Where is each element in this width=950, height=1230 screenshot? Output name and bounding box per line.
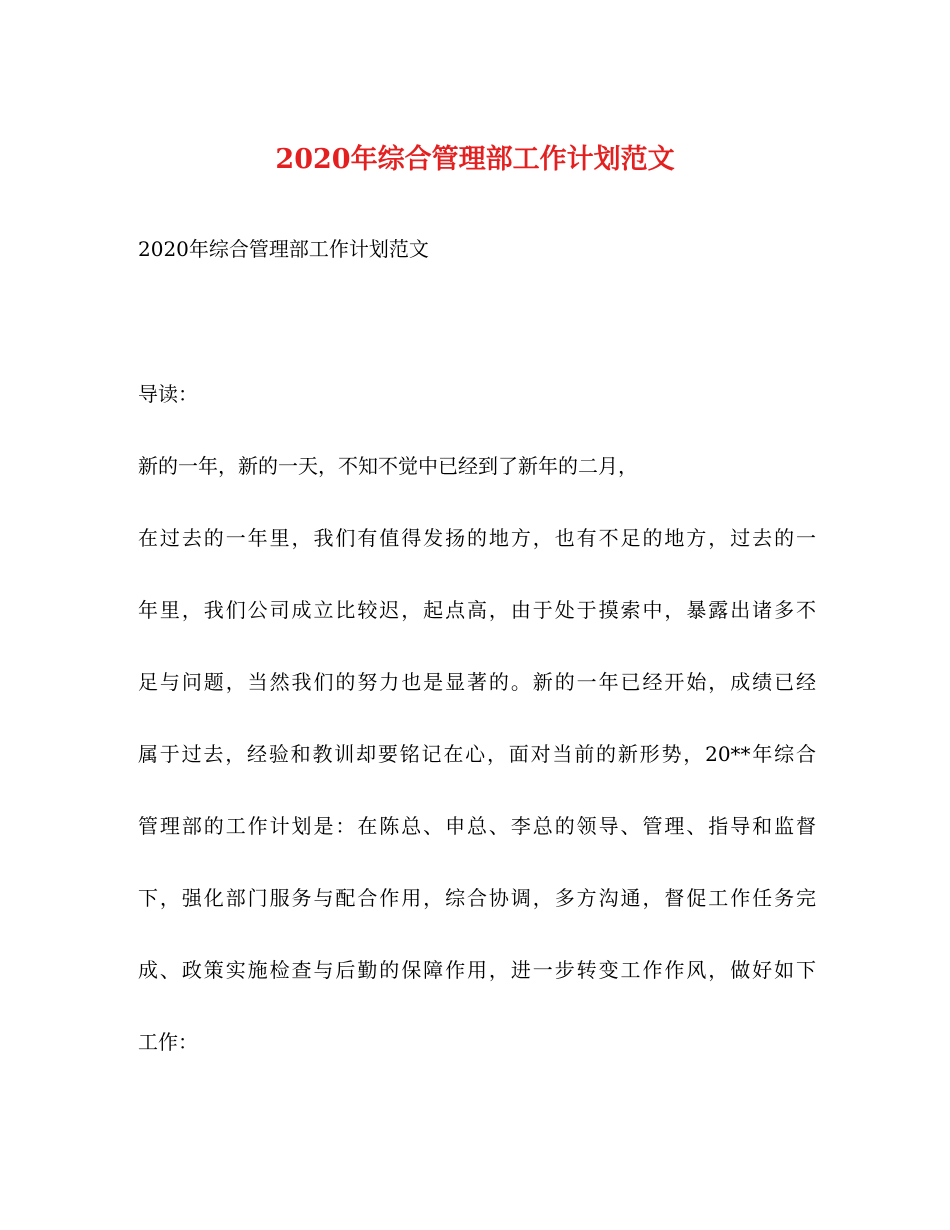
paragraph-line: 工作： bbox=[138, 1030, 198, 1054]
paragraph-line: 属于过去，经验和教训却要铭记在心，面对当前的新形势，20**年综合 bbox=[138, 742, 816, 766]
paragraph-line: 下，强化部门服务与配合作用，综合协调，多方沟通，督促工作任务完 bbox=[138, 886, 816, 910]
lead-label: 导读： bbox=[138, 382, 198, 406]
document-title: 2020年综合管理部工作计划范文 bbox=[275, 144, 675, 175]
paragraph-plan bbox=[138, 522, 816, 1098]
paragraph-intro: 新的一年，新的一天，不知不觉中已经到了新年的二月， bbox=[138, 454, 638, 478]
paragraph-line: 足与问题，当然我们的努力也是显著的。新的一年已经开始，成绩已经 bbox=[138, 670, 816, 694]
paragraph-line: 成、政策实施检查与后勤的保障作用，进一步转变工作作风，做好如下 bbox=[138, 958, 816, 982]
paragraph-line: 在过去的一年里，我们有值得发扬的地方，也有不足的地方，过去的一 bbox=[138, 526, 816, 550]
document-subtitle: 2020年综合管理部工作计划范文 bbox=[138, 237, 429, 261]
paragraph-line: 管理部的工作计划是：在陈总、申总、李总的领导、管理、指导和监督 bbox=[138, 814, 816, 838]
paragraph-line: 年里，我们公司成立比较迟，起点高，由于处于摸索中，暴露出诸多不 bbox=[138, 598, 816, 622]
